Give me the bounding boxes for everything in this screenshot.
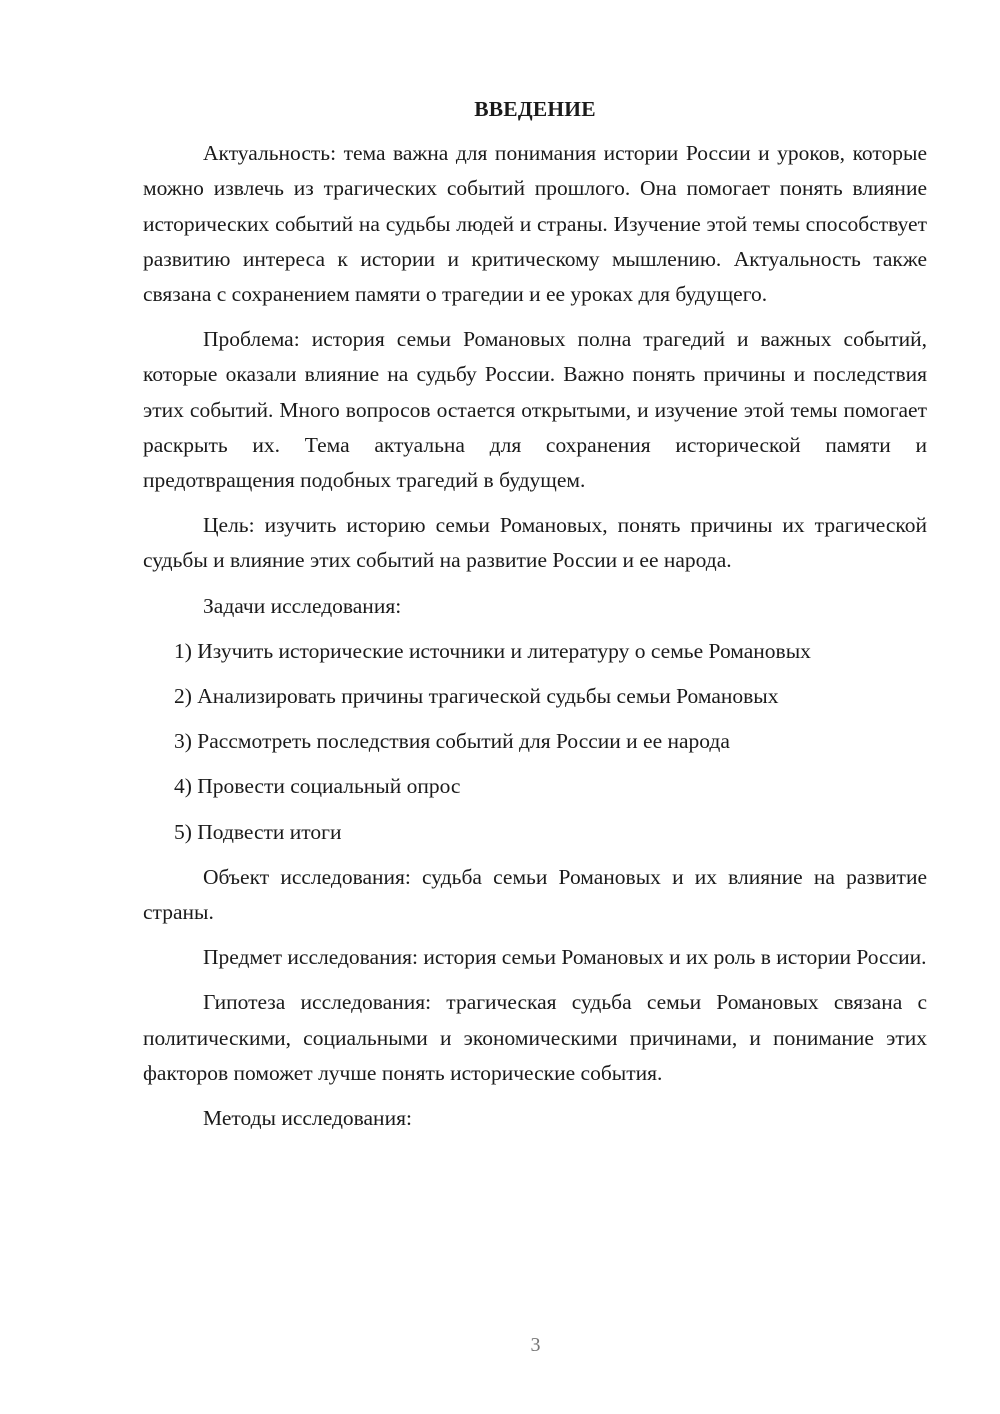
relevance-paragraph: Актуальность: тема важна для понимания истории России и уроков, которые можно извлечь из трагических событий прошлого. Она помогает понять влияние исторических событий на судьбы людей и страны. Изучение этой темы способствует развитию интереса к истории и критическому мышлению. Актуальность также связана с сохранением памяти о трагедии и ее уроках для будущего.: [143, 141, 927, 307]
document-page: [143, 92, 927, 1146]
list-item: 5) Подвести итоги: [174, 819, 342, 844]
page-number: 3: [530, 1334, 541, 1356]
section-title: ВВЕДЕНИЕ: [474, 97, 596, 121]
list-item: 1) Изучить исторические источники и литературу о семье Романовых: [174, 638, 811, 663]
list-item: 4) Провести социальный опрос: [174, 774, 461, 799]
tasks-heading: Задачи исследования:: [203, 593, 402, 618]
tasks-list: [143, 634, 927, 850]
object-paragraph: Объект исследования: судьба семьи Романовых и их влияние на развитие страны.: [143, 864, 927, 925]
goal-paragraph: Цель: изучить историю семьи Романовых, понять причины их трагической судьбы и влияние этих событий на развитие России и ее народа.: [143, 513, 927, 573]
problem-paragraph: Проблема: история семьи Романовых полна трагедий и важных событий, которые оказали влияние на судьбу России. Важно понять причины и последствия этих событий. Много вопросов остается открытыми, и изучение этой темы помогает раскрыть их. Тема актуальна для сохранения исторической памяти и предотвращения подобных трагедий в будущем.: [143, 327, 927, 493]
methods-heading: Методы исследования:: [203, 1106, 412, 1131]
hypothesis-paragraph: Гипотеза исследования: трагическая судьба семьи Романовых связана с политическими, социальными и экономическими причинами, и понимание этих факторов поможет лучше понять исторические события.: [143, 990, 927, 1085]
list-item: 2) Анализировать причины трагической судьбы семьи Романовых: [174, 684, 779, 709]
subject-paragraph: Предмет исследования: история семьи Романовых и их роль в истории России.: [203, 945, 927, 970]
list-item: 3) Рассмотреть последствия событий для России и ее народа: [174, 729, 730, 754]
